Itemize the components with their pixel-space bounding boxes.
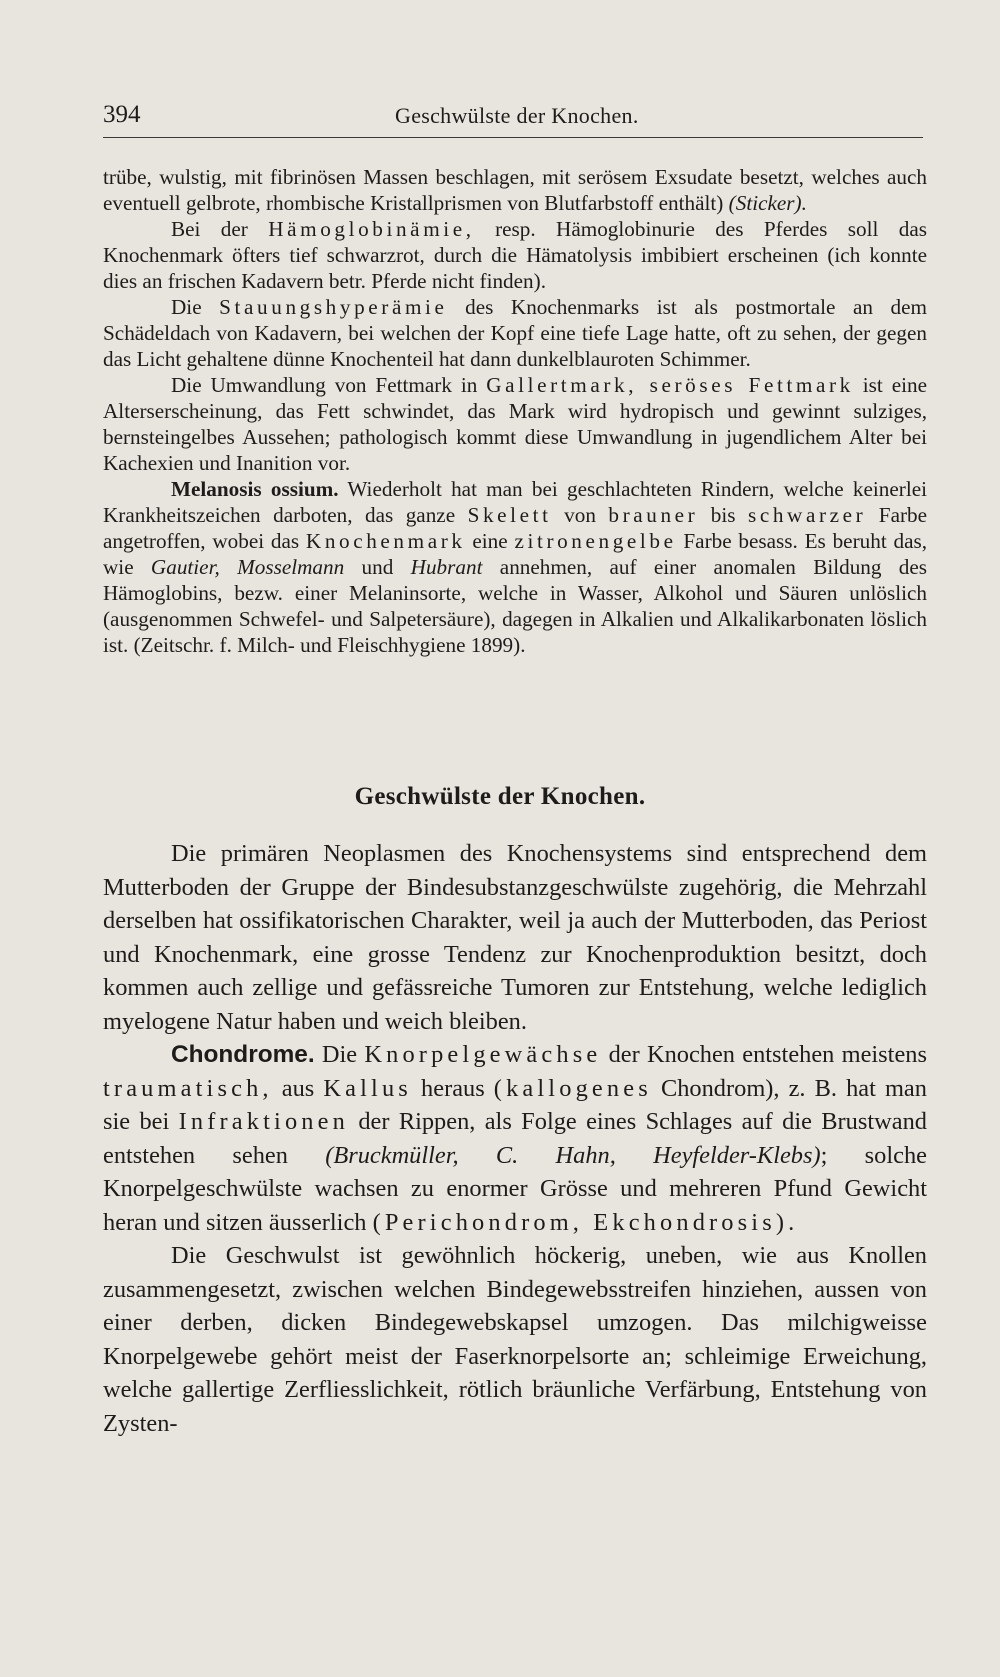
- text-run: Die Umwandlung von Fettmark in: [171, 373, 478, 397]
- text-run: und: [361, 555, 394, 579]
- running-title: Geschwülste der Knochen.: [395, 103, 639, 128]
- spaced-term: schwarzer: [748, 503, 867, 527]
- paragraph-haemoglobinaemie: [103, 216, 927, 294]
- paragraph-continued: [103, 164, 927, 216]
- spaced-term: Stauungshyperämie: [219, 295, 448, 319]
- paragraph-text: trübe, wulstig, mit fibrinösen Massen beschlagen, mit serösem Exsudate besetzt, welches auch eventuell gelbrote, rhombische Kristallprismen von Blutfarbstoff enthält): [103, 165, 927, 215]
- paragraph-geschwulst: [103, 1239, 927, 1440]
- text-run: Die: [171, 295, 202, 319]
- spaced-term: Knorpelgewächse: [364, 1041, 602, 1068]
- text-run: Die: [321, 1041, 358, 1068]
- text-run: Wiederholt hat man bei geschlachteten Rindern, welche keinerlei Krankheitszeichen darboten, das ganze: [103, 477, 927, 527]
- spaced-term: brauner: [608, 503, 699, 527]
- text-run: ; solche Knorpelgeschwülste wachsen zu enormer Grösse und mehreren Pfund Gewicht heran und sitzen äusserlich: [103, 1141, 927, 1236]
- spaced-term: (kallogenes: [493, 1074, 652, 1102]
- text-run: Farbe angetroffen, wobei das: [103, 503, 928, 553]
- text-run: annehmen, auf einer anomalen Bildung des Hämoglobins, bezw. einer Melaninsorte, welche in Wasser, Alkohol und Säuren unlöslich (ausgenommen Schwefel- und Salpetersäure), dagegen in Alkalien und Alkalikarbonaten löslich ist. (Zeitschr. f. Milch- und Fleischhygiene 1899).: [103, 555, 928, 657]
- page-number: 394: [103, 101, 141, 128]
- section-text-block: [103, 837, 927, 1440]
- text-run: der Rippen, als Folge eines Schlages auf die Brustwand entstehen sehen: [103, 1108, 927, 1169]
- text-run: ist eine Alterserscheinung, das Fett schwindet, das Mark wird hydropisch und gewinnt sulziges, bernsteingelbes Aussehen; pathologisch kommt diese Umwandlung in jugendlichem Alter bei Kachexien und Inanition vor.: [103, 373, 928, 475]
- text-run: resp. Hämoglobinurie des Pferdes soll das Knochenmark öfters tief schwarzrot, durch die Hämatolysis imbibiert erscheinen (ich konnte dies an frischen Kadavern betr. Pferde nicht finden).: [103, 217, 928, 293]
- paragraph-chondrome: [103, 1038, 927, 1239]
- paragraph-heading: Melanosis ossium.: [171, 477, 339, 501]
- citation: (Sticker).: [728, 191, 807, 215]
- text-run: Chondrom), z. B. hat man sie bei: [103, 1074, 927, 1135]
- text-run: eine: [472, 529, 508, 553]
- text-run: bis: [710, 503, 736, 527]
- spaced-term: Kallus: [323, 1074, 412, 1102]
- text-run: von: [564, 503, 596, 527]
- paragraph-melanosis: [103, 476, 927, 658]
- continued-text-block: [103, 164, 927, 658]
- page-header: [103, 101, 923, 133]
- spaced-term: Infraktionen: [178, 1108, 349, 1135]
- spaced-term: (Perichondrom, Ekchondrosis).: [372, 1208, 799, 1236]
- paragraph-text: Die Geschwulst ist gewöhnlich höckerig, uneben, wie aus Knollen zusammengesetzt, zwischen welchen Bindegewebsstreifen hinziehen, aussen von einer derben, dicken Bindegewebskapsel umzogen. Das milchigweisse Knorpelgewebe gehört meist der Faserknorpelsorte an; schleimige Erweichung, welche gallertige Zerfliesslichkeit, rötlich bräunliche Verfärbung, Entstehung von Zysten-: [103, 1242, 927, 1437]
- citation: Hubrant: [410, 555, 483, 579]
- spaced-term: traumatisch,: [103, 1074, 273, 1102]
- spaced-term: Knochenmark: [305, 529, 466, 553]
- paragraph-stauungshyperaemie: [103, 294, 927, 372]
- citation: Gautier, Mosselmann: [150, 555, 345, 579]
- paragraph-neoplasmen: [103, 837, 927, 1038]
- text-run: des Knochenmarks ist als postmortale an dem Schädeldach von Kadavern, bei welchen der Kopf eine tiefe Lage hatte, oft zu sehen, der gegen das Licht gehaltene dünne Knochenteil hat dann dunkelblauroten Schimmer.: [103, 295, 928, 371]
- text-run: heraus: [421, 1074, 485, 1102]
- text-run: Farbe besass. Es beruht das, wie: [103, 529, 928, 579]
- header-rule: [103, 137, 923, 138]
- paragraph-text: Die primären Neoplasmen des Knochensystems sind entsprechend dem Mutterboden der Gruppe der Bindesubstanzgeschwülste zugehörig, die Mehrzahl derselben hat ossifikatorischen Charakter, weil ja auch der Mutterboden, das Periost und Knochenmark, eine grosse Tendenz zur Knochenproduktion besitzt, doch kommen auch zellige und gefässreiche Tumoren zur Entstehung, welche lediglich myelogene Natur haben und weich bleiben.: [103, 840, 927, 1035]
- text-run: Bei der: [171, 217, 248, 241]
- paragraph-gallertmark: [103, 372, 927, 476]
- spaced-term: Gallertmark, seröses Fettmark: [486, 373, 854, 397]
- spaced-term: Hämoglobinämie,: [268, 217, 475, 241]
- spaced-term: Skelett: [467, 503, 552, 527]
- text-run: der Knochen entstehen meistens: [608, 1041, 927, 1068]
- section-heading: Geschwülste der Knochen.: [354, 783, 646, 810]
- text-run: aus: [281, 1074, 315, 1102]
- paragraph-heading: Chondrome.: [171, 1041, 315, 1068]
- spaced-term: zitronengelbe: [514, 529, 677, 553]
- citation: (Bruckmüller, C. Hahn, Heyfelder-Klebs): [325, 1141, 821, 1169]
